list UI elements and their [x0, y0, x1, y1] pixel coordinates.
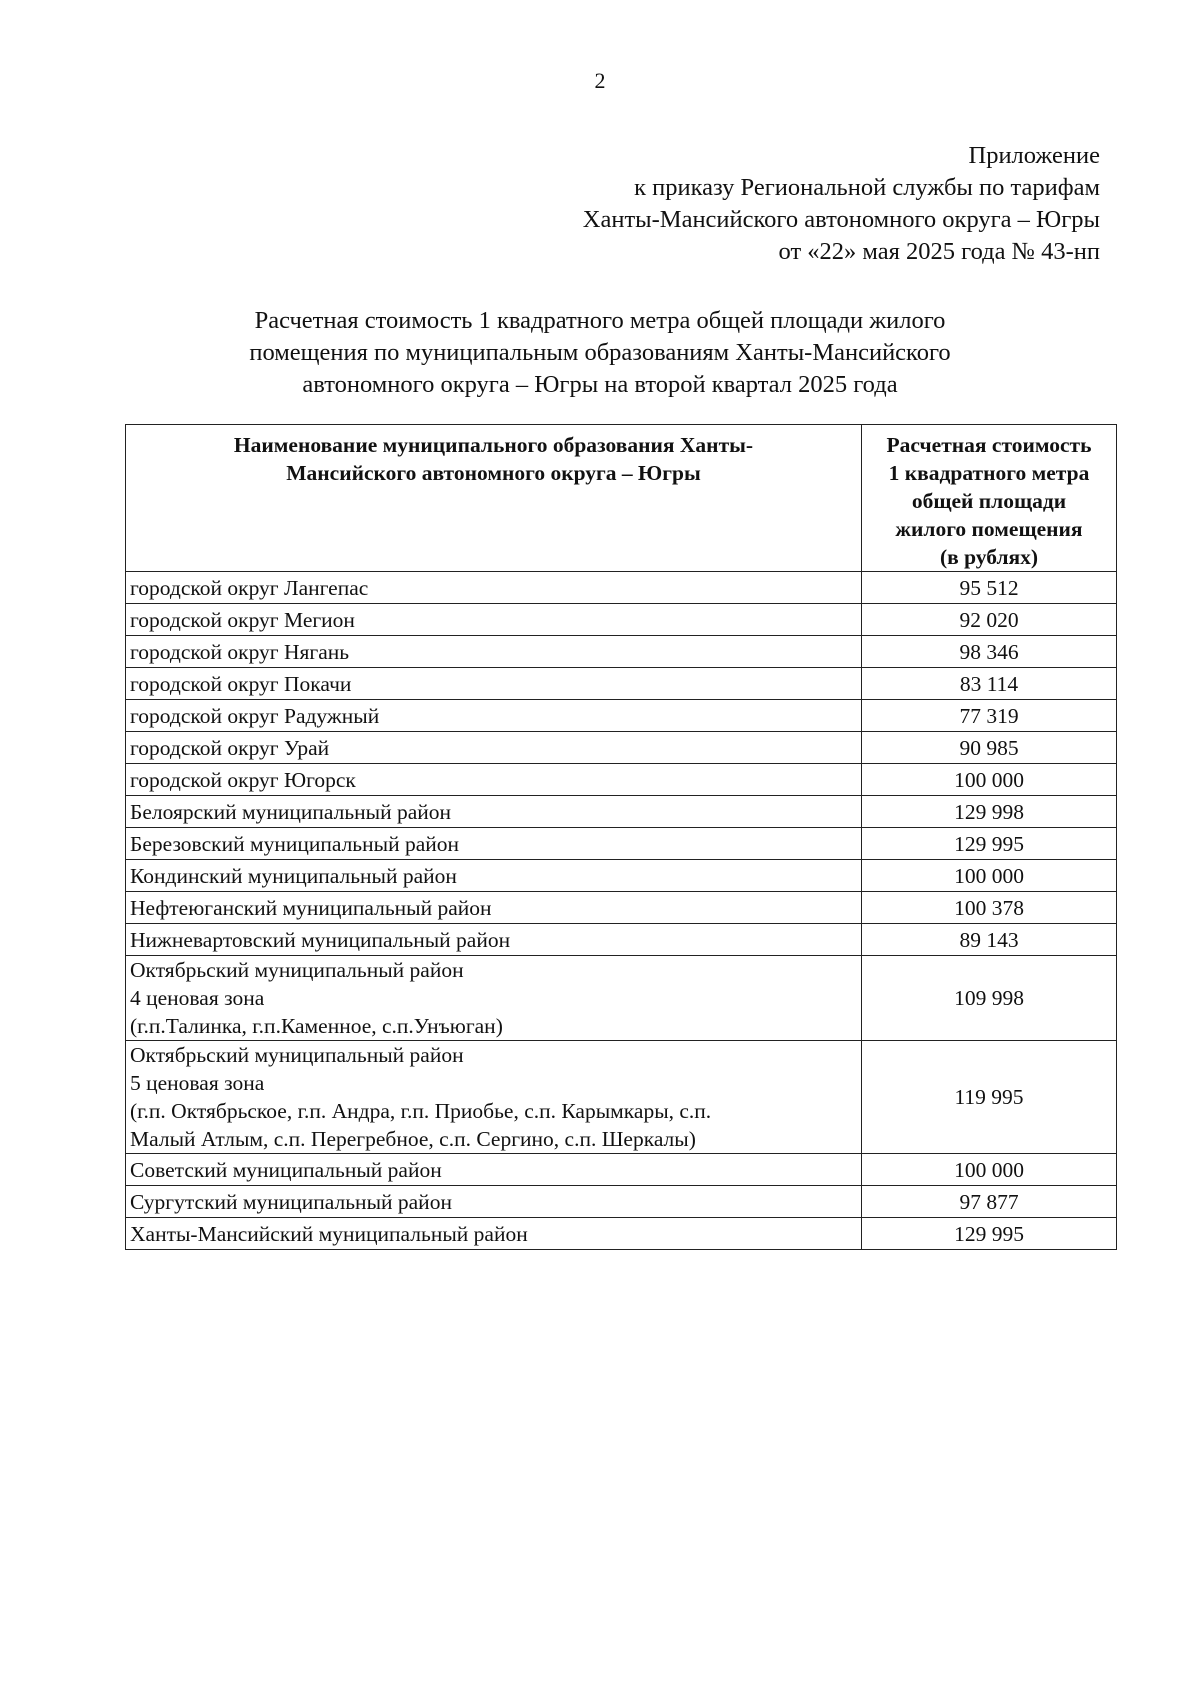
- header-municipality: [126, 425, 862, 572]
- municipality-name-line: 5 ценовая зона: [130, 1071, 265, 1095]
- cost-value-cell: 100 378: [862, 892, 1117, 924]
- table-row: [126, 604, 1117, 636]
- header-line: Мансийского автономного округа – Югры: [286, 461, 701, 485]
- table-row: [126, 700, 1117, 732]
- municipality-name-cell: [126, 892, 862, 924]
- municipality-name-line: Малый Атлым, с.п. Перегребное, с.п. Сергино, с.п. Шеркалы): [130, 1127, 696, 1151]
- municipality-name-cell: [126, 668, 862, 700]
- municipality-name-line: Октябрьский муниципальный район: [130, 958, 464, 982]
- municipality-name-cell: [126, 764, 862, 796]
- table-row: [126, 892, 1117, 924]
- municipality-name-cell: [126, 924, 862, 956]
- table-row: [126, 796, 1117, 828]
- table-row: [126, 1218, 1117, 1250]
- municipality-name-line: городской округ Мегион: [130, 607, 355, 632]
- page-number: 2: [594, 68, 606, 93]
- appendix-line: к приказу Региональной службы по тарифам: [634, 174, 1100, 201]
- header-line: (в рублях): [939, 545, 1039, 569]
- municipality-name-line: городской округ Югорск: [130, 767, 356, 792]
- table-row: [126, 1041, 1117, 1154]
- municipality-name-line: (г.п. Октябрьское, г.п. Андра, г.п. Приобье, с.п. Карымкары, с.п.: [130, 1099, 712, 1123]
- table-row: [126, 668, 1117, 700]
- municipality-name-line: городской округ Урай: [130, 735, 330, 760]
- municipality-name-cell: [126, 572, 862, 604]
- cost-value-cell: 119 995: [862, 1041, 1117, 1154]
- municipality-name-line: Ханты-Мансийский муниципальный район: [130, 1221, 528, 1246]
- municipality-name-line: Кондинский муниципальный район: [130, 863, 457, 888]
- municipality-name-line: городской округ Нягань: [130, 639, 350, 664]
- header-line: 1 квадратного метра: [888, 461, 1090, 485]
- municipality-name-line: Сургутский муниципальный район: [130, 1189, 452, 1214]
- municipality-name-line: Советский муниципальный район: [130, 1157, 442, 1182]
- cost-value-cell: 83 114: [862, 668, 1117, 700]
- municipality-name-cell: [126, 956, 862, 1041]
- municipality-name-line: городской округ Лангепас: [130, 575, 369, 600]
- appendix-line: Приложение: [968, 142, 1100, 169]
- cost-value-cell: 89 143: [862, 924, 1117, 956]
- table-row: [126, 1154, 1117, 1186]
- header-line: Расчетная стоимость: [886, 433, 1092, 457]
- header-line: Наименование муниципального образования Ханты-: [233, 433, 754, 457]
- municipality-name-cell: [126, 1218, 862, 1250]
- table-row: [126, 924, 1117, 956]
- header-cost: [862, 425, 1117, 572]
- municipality-name-cell: [126, 1186, 862, 1218]
- municipality-name-line: (г.п.Талинка, г.п.Каменное, с.п.Унъюган): [130, 1014, 503, 1038]
- table-row: [126, 828, 1117, 860]
- appendix-line: Ханты-Мансийского автономного округа – Югры: [582, 206, 1100, 233]
- cost-value-cell: 129 995: [862, 828, 1117, 860]
- municipality-name-cell: [126, 828, 862, 860]
- municipality-name-cell: [126, 1154, 862, 1186]
- municipality-name-cell: [126, 732, 862, 764]
- cost-value-cell: 98 346: [862, 636, 1117, 668]
- cost-value-cell: 77 319: [862, 700, 1117, 732]
- cost-value-cell: 92 020: [862, 604, 1117, 636]
- cost-value-cell: 97 877: [862, 1186, 1117, 1218]
- header-line: жилого помещения: [895, 517, 1083, 541]
- cost-value-cell: 129 998: [862, 796, 1117, 828]
- header-line: общей площади: [911, 489, 1067, 513]
- cost-value-cell: 100 000: [862, 764, 1117, 796]
- table-row: [126, 732, 1117, 764]
- municipality-name-line: 4 ценовая зона: [130, 986, 265, 1010]
- municipality-name-line: Нижневартовский муниципальный район: [130, 927, 511, 952]
- table-header-row: [126, 425, 1117, 572]
- title-line: Расчетная стоимость 1 квадратного метра общей площади жилого: [254, 307, 946, 334]
- appendix-line: от «22» мая 2025 года № 43-нп: [778, 238, 1100, 265]
- table-row: [126, 764, 1117, 796]
- municipality-name-line: Березовский муниципальный район: [130, 831, 459, 856]
- cost-value-cell: 100 000: [862, 860, 1117, 892]
- table-row: [126, 636, 1117, 668]
- table-row: [126, 572, 1117, 604]
- municipality-name-line: городской округ Радужный: [130, 703, 380, 728]
- cost-value-cell: 129 995: [862, 1218, 1117, 1250]
- cost-value-cell: 95 512: [862, 572, 1117, 604]
- cost-table: [125, 424, 1117, 1250]
- table-row: [126, 860, 1117, 892]
- table-row: [126, 956, 1117, 1041]
- municipality-name-cell: [126, 860, 862, 892]
- cost-value-cell: 109 998: [862, 956, 1117, 1041]
- municipality-name-cell: [126, 1041, 862, 1154]
- municipality-name-line: городской округ Покачи: [130, 671, 352, 696]
- municipality-name-line: Белоярский муниципальный район: [130, 799, 452, 824]
- appendix-block: [300, 140, 1100, 268]
- title-line: автономного округа – Югры на второй квартал 2025 года: [302, 371, 898, 398]
- municipality-name-cell: [126, 796, 862, 828]
- municipality-name-cell: [126, 700, 862, 732]
- municipality-name-cell: [126, 604, 862, 636]
- municipality-name-cell: [126, 636, 862, 668]
- cost-value-cell: 90 985: [862, 732, 1117, 764]
- municipality-name-line: Октябрьский муниципальный район: [130, 1043, 464, 1067]
- municipality-name-line: Нефтеюганский муниципальный район: [130, 895, 492, 920]
- document-title: [150, 305, 1050, 401]
- cost-value-cell: 100 000: [862, 1154, 1117, 1186]
- table-row: [126, 1186, 1117, 1218]
- table-body: [126, 572, 1117, 1250]
- title-line: помещения по муниципальным образованиям Ханты-Мансийского: [249, 339, 951, 366]
